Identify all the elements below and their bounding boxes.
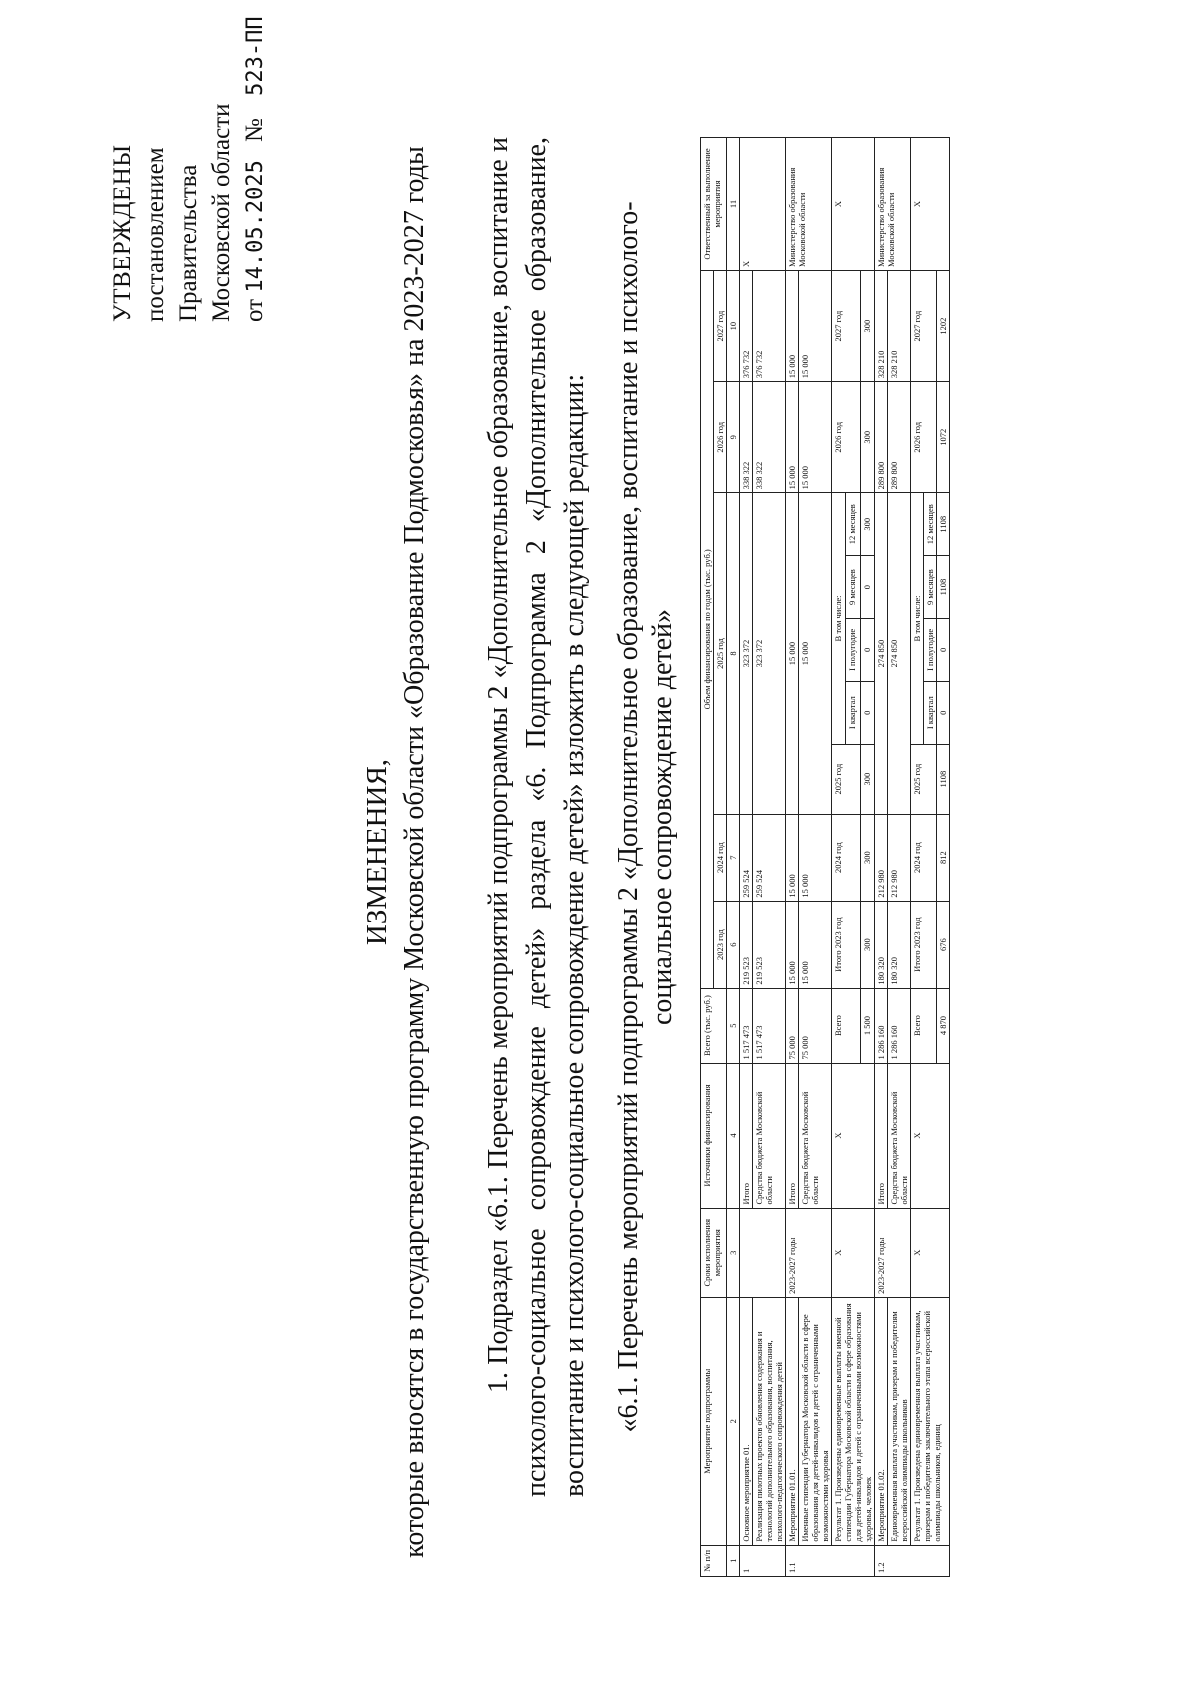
result-2023-header: Итого 2023 год bbox=[911, 901, 937, 988]
col-number: 9 bbox=[727, 382, 740, 493]
col-number: 2 bbox=[727, 1297, 740, 1545]
result-2027: 1202 bbox=[937, 271, 950, 382]
col-number: 8 bbox=[727, 493, 740, 814]
value-2024: 15 000 bbox=[786, 814, 799, 901]
result-2025-header: 2025 год bbox=[911, 744, 937, 814]
value-2025: 323 372 bbox=[753, 493, 786, 814]
event-name: Мероприятие 01.02. bbox=[875, 1297, 888, 1545]
result-2026: 300 bbox=[860, 382, 874, 493]
heading-subtitle: которые вносятся в государственную программу Московской области «Образование Подмосковья» на 2023-2027 годы bbox=[399, 146, 430, 1558]
result-q1: 0 bbox=[937, 681, 950, 744]
value-2025: 323 372 bbox=[740, 493, 753, 814]
result-2025: 1108 bbox=[937, 744, 950, 814]
row-num: 1.1 bbox=[786, 1545, 875, 1576]
source-total: Итого bbox=[740, 1063, 753, 1208]
result-2025-header: 2025 год bbox=[832, 744, 861, 814]
event-description: Реализация пилотных проектов обновления содержания и технологий дополнительного образования, воспитания, психолого-педагогического сопровождения детей bbox=[753, 1297, 786, 1545]
result-2024: 300 bbox=[860, 814, 874, 901]
event-terms: 2023-2027 годы bbox=[786, 1208, 832, 1297]
table-header-row bbox=[701, 138, 714, 1577]
events-table bbox=[700, 137, 950, 1577]
result-total-header: Всего bbox=[832, 988, 861, 1063]
approval-title: УТВЕРЖДЕНЫ bbox=[109, 144, 136, 322]
year-2024-header: 2024 год bbox=[714, 814, 727, 901]
responsible: Министерство образования Московской области bbox=[875, 138, 911, 271]
total-value: 75 000 bbox=[786, 988, 799, 1063]
q1-header: I квартал bbox=[924, 681, 937, 744]
event-name: Мероприятие 01.01. bbox=[786, 1297, 799, 1545]
value-2023: 219 523 bbox=[740, 901, 753, 988]
col-total-header: Всего (тыс. руб.) bbox=[701, 988, 727, 1063]
date-prefix: от bbox=[241, 298, 268, 322]
year-2026-header: 2026 год bbox=[714, 382, 727, 493]
responsible: Министерство образования Московской области bbox=[786, 138, 832, 271]
result-2024-header: 2024 год bbox=[832, 814, 861, 901]
event-terms bbox=[740, 1208, 786, 1297]
approval-number: 523-ПП bbox=[243, 16, 268, 96]
result-2025: 300 bbox=[860, 744, 874, 814]
value-2023: 15 000 bbox=[786, 901, 799, 988]
m12-header: 12 месяцев bbox=[846, 493, 860, 556]
result-2027-header: 2027 год bbox=[832, 271, 861, 382]
result-h1: 0 bbox=[860, 618, 874, 681]
responsible: Х bbox=[740, 138, 786, 271]
value-2023: 15 000 bbox=[799, 901, 832, 988]
result-2026-header: 2026 год bbox=[832, 382, 861, 493]
value-2026: 289 800 bbox=[888, 382, 911, 493]
event-description: Именные стипендии Губернатора Московской области в сфере образования для детей-инвалидов и детей с ограниченными возможностями здоровья bbox=[799, 1297, 832, 1545]
value-2025: 274 850 bbox=[888, 493, 911, 814]
approval-line2: постановлением Правительства bbox=[142, 147, 202, 322]
column-numbers-row bbox=[727, 138, 740, 1577]
value-2024: 212 980 bbox=[875, 814, 888, 901]
body-paragraph: 1. Подраздел «6.1. Перечень мероприятий подпрограммы 2 «Дополнительное образование, воспитание и психолого-социальное сопровождение детей» раздела «6. Подпрограмма 2 «Дополнительное образование, воспитание и психолого-социальное сопровождение детей» изложить в следующей редакции: bbox=[483, 137, 590, 1497]
value-2023: 180 320 bbox=[875, 901, 888, 988]
result-terms: Х bbox=[911, 1208, 950, 1297]
value-2027: 15 000 bbox=[799, 271, 832, 382]
result-2027: 300 bbox=[860, 271, 874, 382]
h1-header: I полугодие bbox=[924, 618, 937, 681]
table-row bbox=[786, 138, 799, 1577]
result-incl-header: В том числе: bbox=[832, 493, 846, 744]
year-2023-header: 2023 год bbox=[714, 901, 727, 988]
value-2023: 219 523 bbox=[753, 901, 786, 988]
value-2024: 15 000 bbox=[799, 814, 832, 901]
m9-header: 9 месяцев bbox=[924, 556, 937, 619]
source-budget: Средства бюджета Московской области bbox=[753, 1063, 786, 1208]
source-budget: Средства бюджета Московской области bbox=[888, 1063, 911, 1208]
result-sources: Х bbox=[832, 1063, 875, 1208]
value-2026: 15 000 bbox=[786, 382, 799, 493]
h1-header: I полугодие bbox=[846, 618, 860, 681]
result-name: Результат 1. Произведены единовременные выплаты именной стипендии Губернатора Московской области в сфере образования для детей-инвалидов и детей с ограниченными возможностями здоровья, человек bbox=[832, 1297, 875, 1545]
value-2026: 289 800 bbox=[875, 382, 888, 493]
col-event-header: Мероприятие подпрограммы bbox=[701, 1297, 727, 1545]
col-number: 1 bbox=[727, 1545, 740, 1576]
value-2024: 259 524 bbox=[753, 814, 786, 901]
col-responsible-header: Ответственный за выполнение мероприятия bbox=[701, 138, 727, 271]
result-2026-header: 2026 год bbox=[911, 382, 937, 493]
col-number: 6 bbox=[727, 901, 740, 988]
result-2027-header: 2027 год bbox=[911, 271, 937, 382]
event-terms: 2023-2027 годы bbox=[875, 1208, 911, 1297]
result-m12: 300 bbox=[860, 493, 874, 556]
col-num-header: № п/п bbox=[701, 1545, 727, 1576]
result-total-header: Всего bbox=[911, 988, 937, 1063]
result-h1: 0 bbox=[937, 618, 950, 681]
total-value: 75 000 bbox=[799, 988, 832, 1063]
value-2027: 328 210 bbox=[888, 271, 911, 382]
col-sources-header: Источники финансирования bbox=[701, 1063, 727, 1208]
table-row bbox=[875, 138, 888, 1577]
result-m9: 1108 bbox=[937, 556, 950, 619]
col-volume-header: Объем финансирования по годам (тыс. руб.) bbox=[701, 271, 714, 989]
value-2027: 376 732 bbox=[740, 271, 753, 382]
result-header-row bbox=[832, 138, 846, 1577]
table-row bbox=[740, 138, 753, 1577]
result-sources: Х bbox=[911, 1063, 950, 1208]
result-terms: Х bbox=[832, 1208, 875, 1297]
m9-header: 9 месяцев bbox=[846, 556, 860, 619]
value-2024: 259 524 bbox=[740, 814, 753, 901]
result-responsible: Х bbox=[911, 138, 950, 271]
total-value: 1 286 160 bbox=[875, 988, 888, 1063]
result-2023: 676 bbox=[937, 901, 950, 988]
result-header-row bbox=[911, 138, 924, 1577]
total-value: 1 517 473 bbox=[740, 988, 753, 1063]
result-2026: 1072 bbox=[937, 382, 950, 493]
section-subheading: «6.1. Перечень мероприятий подпрограммы 2 «Дополнительное образование, воспитание и психолого-социальное сопровождение детей» bbox=[613, 201, 678, 1433]
value-2025: 274 850 bbox=[875, 493, 888, 814]
number-sign: № bbox=[241, 118, 268, 142]
col-number: 4 bbox=[727, 1063, 740, 1208]
result-responsible: Х bbox=[832, 138, 875, 271]
result-incl-header: В том числе: bbox=[911, 493, 924, 744]
event-name: Основное мероприятие 01. bbox=[740, 1297, 753, 1545]
col-number: 11 bbox=[727, 138, 740, 271]
year-2027-header: 2027 год bbox=[714, 271, 727, 382]
value-2025: 15 000 bbox=[786, 493, 799, 814]
value-2024: 212 980 bbox=[888, 814, 911, 901]
value-2027: 376 732 bbox=[753, 271, 786, 382]
q1-header: I квартал bbox=[846, 681, 860, 744]
table-row bbox=[753, 138, 786, 1577]
result-total: 1 500 bbox=[860, 988, 874, 1063]
result-2023-header: Итого 2023 год bbox=[832, 901, 861, 988]
value-2026: 338 322 bbox=[740, 382, 753, 493]
approval-date: 14.05.2025 bbox=[243, 160, 268, 293]
table-row bbox=[799, 138, 832, 1577]
value-2023: 180 320 bbox=[888, 901, 911, 988]
col-terms-header: Сроки исполнения мероприятия bbox=[701, 1208, 727, 1297]
m12-header: 12 месяцев bbox=[924, 493, 937, 556]
total-value: 1 286 160 bbox=[888, 988, 911, 1063]
value-2027: 328 210 bbox=[875, 271, 888, 382]
year-2025-header: 2025 год bbox=[714, 493, 727, 814]
value-2026: 15 000 bbox=[799, 382, 832, 493]
result-2024-header: 2024 год bbox=[911, 814, 937, 901]
result-total: 4 870 bbox=[937, 988, 950, 1063]
table-row bbox=[888, 138, 911, 1577]
value-2026: 338 322 bbox=[753, 382, 786, 493]
row-num: 1.2 bbox=[875, 1545, 950, 1576]
document-heading bbox=[360, 137, 432, 1567]
result-m12: 1108 bbox=[937, 493, 950, 556]
approval-date-line bbox=[238, 0, 272, 322]
result-m9: 0 bbox=[860, 556, 874, 619]
value-2027: 15 000 bbox=[786, 271, 799, 382]
col-number: 10 bbox=[727, 271, 740, 382]
source-total: Итого bbox=[875, 1063, 888, 1208]
col-number: 7 bbox=[727, 814, 740, 901]
source-total: Итого bbox=[786, 1063, 799, 1208]
value-2025: 15 000 bbox=[799, 493, 832, 814]
col-number: 5 bbox=[727, 988, 740, 1063]
result-2023: 300 bbox=[860, 901, 874, 988]
total-value: 1 517 473 bbox=[753, 988, 786, 1063]
result-2024: 812 bbox=[937, 814, 950, 901]
source-budget: Средства бюджета Московской области bbox=[799, 1063, 832, 1208]
approval-line3: Московской области bbox=[208, 103, 235, 322]
result-q1: 0 bbox=[860, 681, 874, 744]
approval-stamp bbox=[106, 0, 272, 322]
row-num: 1 bbox=[740, 1545, 786, 1576]
col-number: 3 bbox=[727, 1208, 740, 1297]
heading-title: ИЗМЕНЕНИЯ, bbox=[361, 758, 393, 946]
result-name: Результат 1. Произведена единовременная выплата участникам, призерам и победителям заключительного этапа всероссийской олимпиады школьников, единиц bbox=[911, 1297, 950, 1545]
event-description: Единовременная выплата участникам, призерам и победителям всероссийской олимпиады школьников bbox=[888, 1297, 911, 1545]
